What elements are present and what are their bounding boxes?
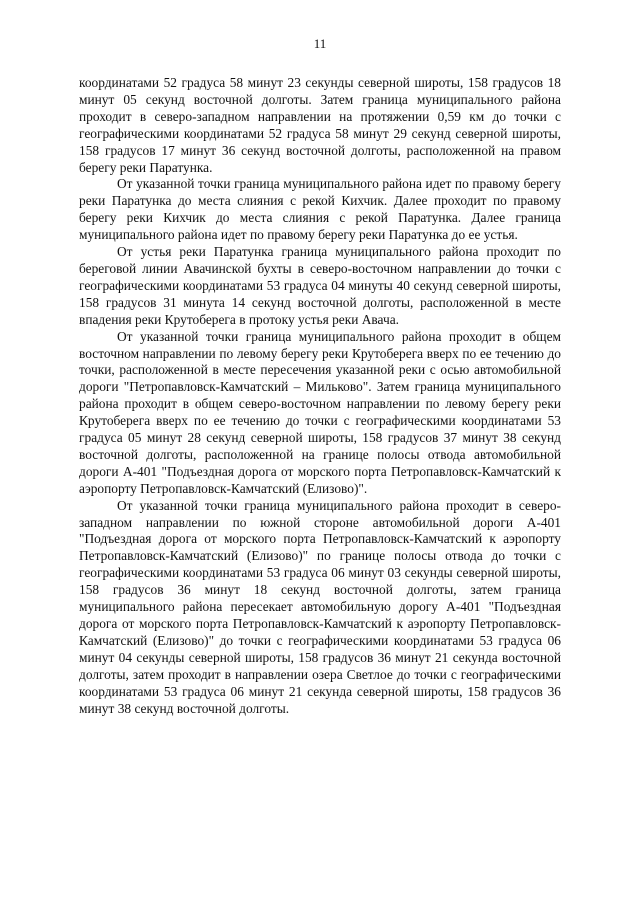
paragraph-continuation: координатами 52 градуса 58 минут 23 секунды северной широты, 158 градусов 18 минут 05 секунд восточной долготы. Затем граница муниципального района проходит в северо-западном направлении на протяжении 0,59 км до точки с географическими координатами 52 градуса 58 минут 29 секунд северной широты, 158 градусов 17 минут 36 секунд восточной долготы, расположенной на правом берегу реки Паратунка. (79, 75, 561, 175)
paragraph-avacha-bay: От устья реки Паратунка граница муниципального района проходит по береговой линии Авачинской бухты в северо-восточном направлении до точки с географическими координатами 53 градуса 04 минуты 40 секунд северной широты, 158 градусов 31 минута 14 секунд восточной долготы, расположенной в месте впадения реки Крутоберега в протоку устья реки Авача. (79, 244, 561, 327)
paragraph-krutoberega: От указанной точки граница муниципального района проходит в общем восточном направлении по левому берегу реки Крутоберега вверх по ее течению до точки, расположенной в месте пересечения указанной реки с осью автомобильной дороги "Петропавловск-Камчатский – Мильково". Затем граница муниципального района проходит в общем северо-восточном направлении по левому берегу реки Крутоберега вверх по ее течению до точки с географическими координатами 53 градуса 05 минут 28 секунд северной широты, 158 градусов 37 минут 38 секунд восточной долготы, расположенной на границе полосы отвода автомобильной дороги А-401 "Подъездная дорога от морского порта Петропавловск-Камчатский к аэропорту Петропавловск-Камчатский (Елизово)". (79, 328, 561, 496)
paragraph-paratunka-kikhchik: От указанной точки граница муниципального района идет по правому берегу реки Паратунка до места слияния с рекой Кихчик. Далее проходит по правому берегу реки Кихчик до места слияния с рекой Паратунка. Далее граница муниципального района идет по правому берегу реки Паратунка до ее устья. (79, 176, 561, 243)
document-body (79, 75, 561, 717)
paragraph-road-a401: От указанной точки граница муниципального района проходит в северо-западном направлении по южной стороне автомобильной дороги А-401 "Подъездная дорога от морского порта Петропавловск-Камчатский к аэропорту Петропавловск-Камчатский (Елизово)" по границе полосы отвода до точки с географическими координатами 53 градуса 06 минут 03 секунды северной широты, 158 градусов 36 минут 18 секунд восточной долготы, затем граница муниципального района пересекает автомобильную дорогу А-401 "Подъездная дорога от морского порта Петропавловск-Камчатский к аэропорту Петропавловск-Камчатский (Елизово)" до точки с географическими координатами 53 градуса 06 минут 04 секунды северной широты, 158 градусов 36 минут 21 секунда восточной долготы, затем проходит в направлении озера Светлое до точки с географическими координатами 53 градуса 06 минут 21 секунда северной широты, 158 градусов 36 минут 38 секунд восточной долготы. (79, 497, 561, 716)
page-number: 11 (313, 36, 327, 51)
